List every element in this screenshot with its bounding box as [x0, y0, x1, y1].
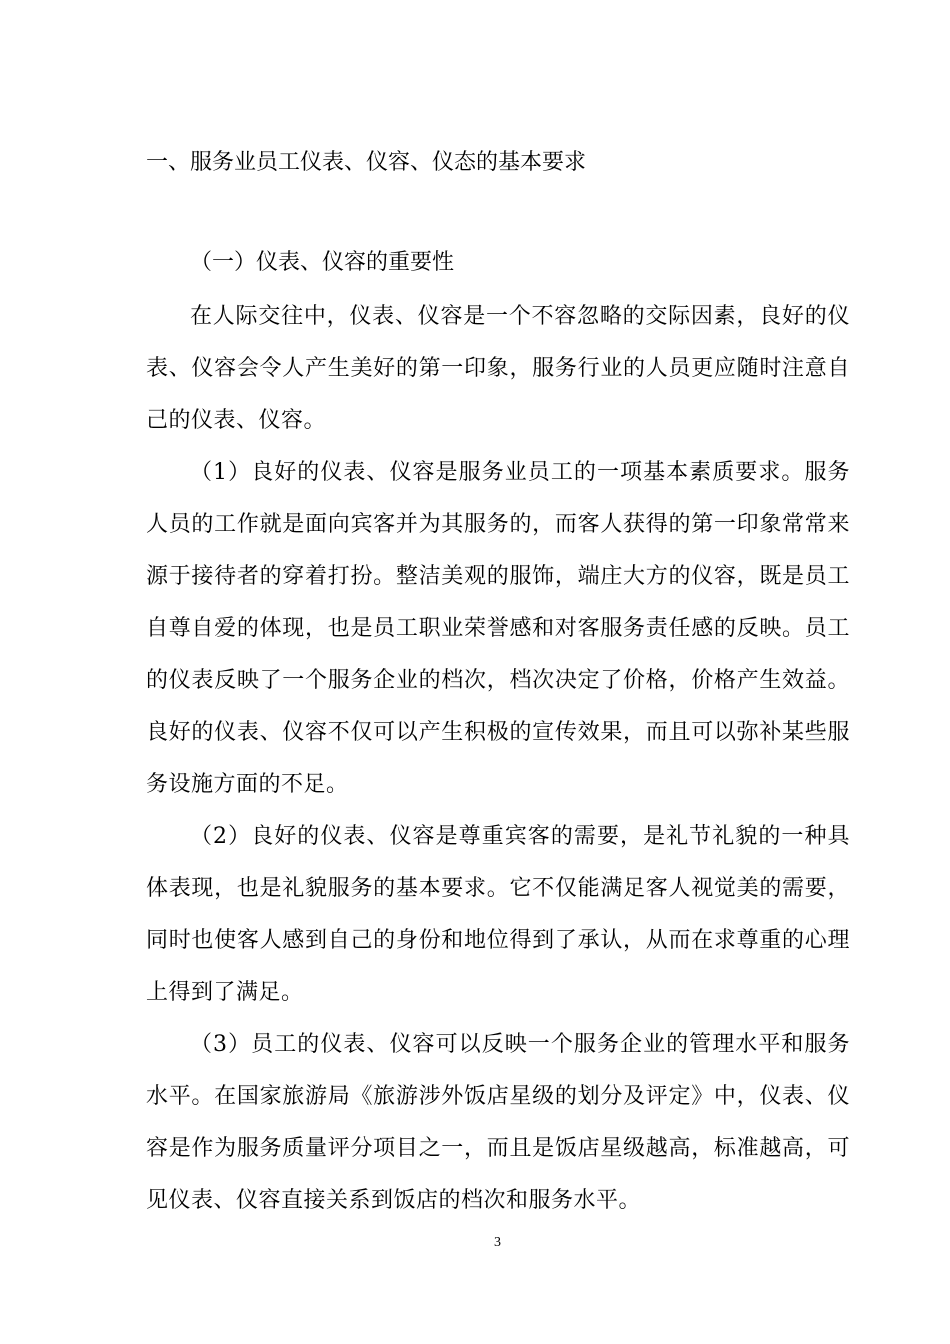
- paragraph-point-1: （1）良好的仪表、仪容是服务业员工的一项基本素质要求。服务人员的工作就是面向宾客并为其服务的，而客人获得的第一印象常常来源于接待者的穿着打扮。整洁美观的服饰，端庄大方的仪容，既是员工自尊自爱的体现，也是员工职业荣誉感和对客服务责任感的反映。员工的仪表反映了一个服务企业的档次，档次决定了价格，价格产生效益。良好的仪表、仪容不仅可以产生积极的宣传效果，而且可以弥补某些服务设施方面的不足。: [146, 460, 850, 797]
- section-heading: 一、服务业员工仪表、仪容、仪态的基本要求: [146, 150, 587, 175]
- paragraph-point-2: （2）良好的仪表、仪容是尊重宾客的需要，是礼节礼貌的一种具体表现，也是礼貌服务的基本要求。它不仅能满足客人视觉美的需要，同时也使客人感到自己的身份和地位得到了承认，从而在求尊重的心理上得到了满足。: [146, 824, 850, 1005]
- paragraph-point-3: （3）员工的仪表、仪容可以反映一个服务企业的管理水平和服务水平。在国家旅游局《旅游涉外饭店星级的划分及评定》中，仪表、仪容是作为服务质量评分项目之一，而且是饭店星级越高，标准越高，可见仪表、仪容直接关系到饭店的档次和服务水平。: [146, 1032, 850, 1213]
- subsection-heading: （一）仪表、仪容的重要性: [190, 250, 455, 275]
- paragraph-intro: 在人际交往中，仪表、仪容是一个不容忽略的交际因素，良好的仪表、仪容会令人产生美好的第一印象，服务行业的人员更应随时注意自己的仪表、仪容。: [146, 304, 850, 433]
- page-number: 3: [494, 1235, 501, 1250]
- body-text: [146, 291, 850, 1227]
